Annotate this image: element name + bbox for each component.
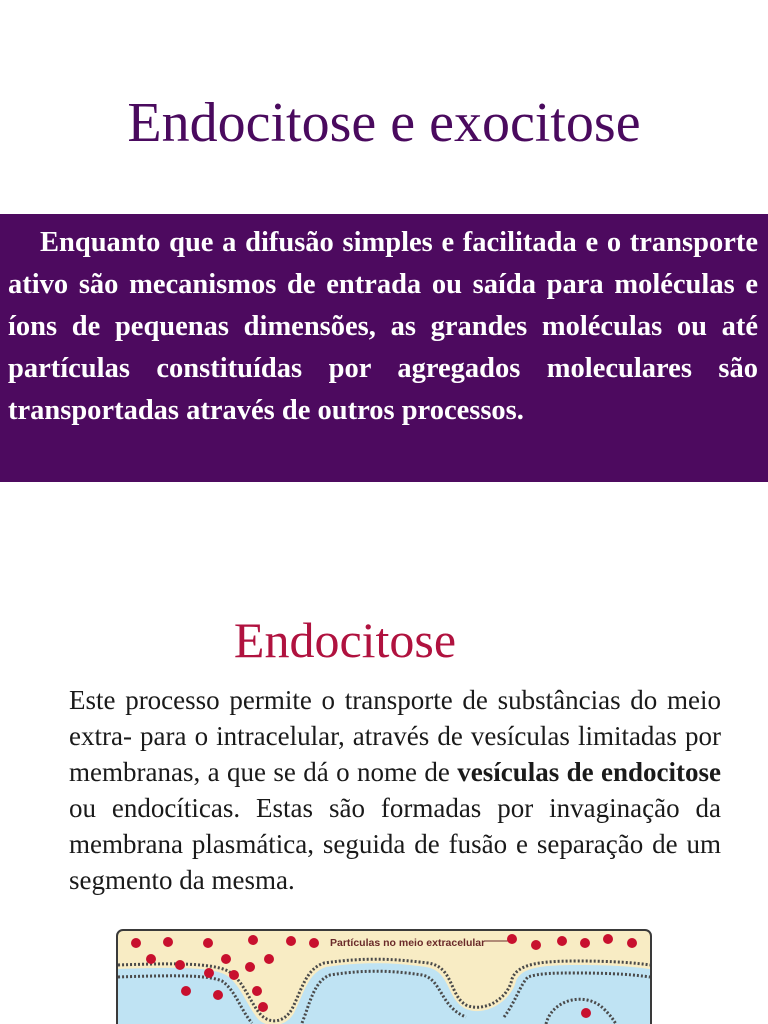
particle [203, 938, 213, 948]
particle [213, 990, 223, 1000]
particle [229, 970, 239, 980]
particle [252, 986, 262, 996]
section-title: Endocitose [233, 612, 457, 668]
particle [580, 938, 590, 948]
particle [581, 1008, 591, 1018]
particle [245, 962, 255, 972]
particle [531, 940, 541, 950]
body-paragraph [69, 682, 721, 898]
particle [627, 938, 637, 948]
particle [264, 954, 274, 964]
particle [603, 934, 613, 944]
particle [557, 936, 567, 946]
particle [204, 968, 214, 978]
figure-label: Partículas no meio extracelular [330, 937, 486, 949]
intro-text: Enquanto que a difusão simples e facilitada e o transporte ativo são mecanismos de entrada ou saída para moléculas e íons de pequenas dimensões, as grandes moléculas ou até partículas constituídas por agregados moleculares são transportadas através de outros processos. [8, 227, 758, 426]
particle [507, 934, 517, 944]
particle [286, 936, 296, 946]
particle [221, 954, 231, 964]
intro-box [0, 214, 768, 482]
particle [175, 960, 185, 970]
body-text-bold: vesículas de endocitose [457, 757, 721, 787]
particle [309, 938, 319, 948]
particle [163, 937, 173, 947]
particle [181, 986, 191, 996]
particle [131, 938, 141, 948]
particle [248, 935, 258, 945]
particle [146, 954, 156, 964]
body-text-part2: ou endocíticas. Estas são formadas por invaginação da membrana plasmática, seguida de fusão e separação de um segmento da mesma. [69, 793, 721, 895]
body-text-part1: Este processo permite o transporte de substâncias do meio extra- para o intracelular, através de vesículas limitadas por membranas, a que se dá o nome de [69, 685, 721, 787]
slide-title: Endocitose e exocitose [127, 92, 641, 154]
particle [258, 1002, 268, 1012]
